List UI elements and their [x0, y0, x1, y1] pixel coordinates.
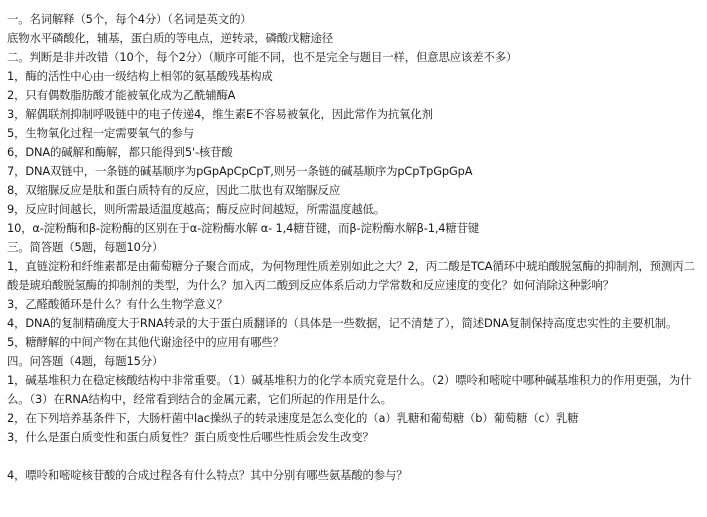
section-4-heading: 四。问答题（4题，每题15分） — [7, 354, 164, 368]
question-line: 1，碱基堆积力在稳定核酸结构中非常重要。（1）碱基堆积力的化学本质究竟是什么。（2）嘌呤和嘧啶中哪种碱基堆积力的作用更强，为什么。（3）在RNA结构中，经常看到结合的金属元素，它们所起的作用是什么。 — [7, 373, 692, 406]
question-line: 3，乙醛酸循环是什么？有什么生物学意义？ — [7, 297, 228, 311]
question-line: 1，直链淀粉和纤维素都是由葡萄糖分子聚合而成，为何物理性质差别如此之大？2，丙二酸是TCA循环中琥珀酸脱氢酶的抑制剂，预测丙二酸是琥珀酸脱氢酶的抑制剂的类型，为什么？加入丙二酸到反应体系后动力学常数和反应速度的变化？如何消除这种影响？ — [7, 259, 695, 292]
question-line: 3，解偶联剂抑制呼吸链中的电子传递4，维生素E不容易被氧化，因此常作为抗氧化剂 — [7, 107, 433, 121]
question-line: 4，DNA的复制精确度大于RNA转录的大于蛋白质翻译的（具体是一些数据，记不清楚了），简述DNA复制保持高度忠实性的主要机制。 — [7, 316, 678, 330]
question-line: 5，生物氧化过程一定需要氧气的参与 — [7, 126, 194, 140]
question-line: 7，DNA双链中，一条链的碱基顺序为pGpApCpCpT,则另一条链的碱基顺序为pCpTpGpGpA — [7, 164, 473, 178]
blank-line — [7, 447, 707, 466]
question-line: 9，反应时间越长，则所需最适温度越高；酶反应时间越短，所需温度越低。 — [7, 202, 386, 216]
question-line: 2，在下列培养基条件下，大肠杆菌中lac操纵子的转录速度是怎么变化的（a）乳糖和葡萄糖（b）葡萄糖（c）乳糖 — [7, 411, 579, 425]
section-1-terms: 底物水平磷酸化，辅基，蛋白质的等电点，逆转录，磷酸戊糖途径 — [7, 31, 333, 45]
section-2-heading: 二。判断是非并改错（10个，每个2分）（顺序可能不同，也不是完全与题目一样，但意思应该差不多） — [7, 50, 518, 64]
section-1-heading: 一。名词解释（5个，每个4分）（名词是英文的） — [7, 12, 252, 26]
question-line: 8，双缩脲反应是肽和蛋白质特有的反应，因此二肽也有双缩脲反应 — [7, 183, 341, 197]
question-line: 10，α-淀粉酶和β-淀粉酶的区别在于α-淀粉酶水解 α- 1,4糖苷键，而β-淀粉酶水解β-1,4糖苷键 — [7, 221, 480, 235]
question-line: 1，酶的活性中心由一级结构上相邻的氨基酸残基构成 — [7, 69, 273, 83]
question-line: 6，DNA的碱解和酶解，都只能得到5'-核苷酸 — [7, 145, 233, 159]
question-line: 5，糖酵解的中间产物在其他代谢途径中的应用有哪些？ — [7, 335, 284, 349]
question-line: 4，嘌呤和嘧啶核苷酸的合成过程各有什么特点？其中分别有哪些氨基酸的参与？ — [7, 468, 408, 482]
question-line: 2，只有偶数脂肪酸才能被氧化成为乙酰辅酶A — [7, 88, 236, 102]
question-line: 3，什么是蛋白质变性和蛋白质复性？蛋白质变性后哪些性质会发生改变？ — [7, 430, 374, 444]
section-3-heading: 三。简答题（5题，每题10分） — [7, 240, 164, 254]
